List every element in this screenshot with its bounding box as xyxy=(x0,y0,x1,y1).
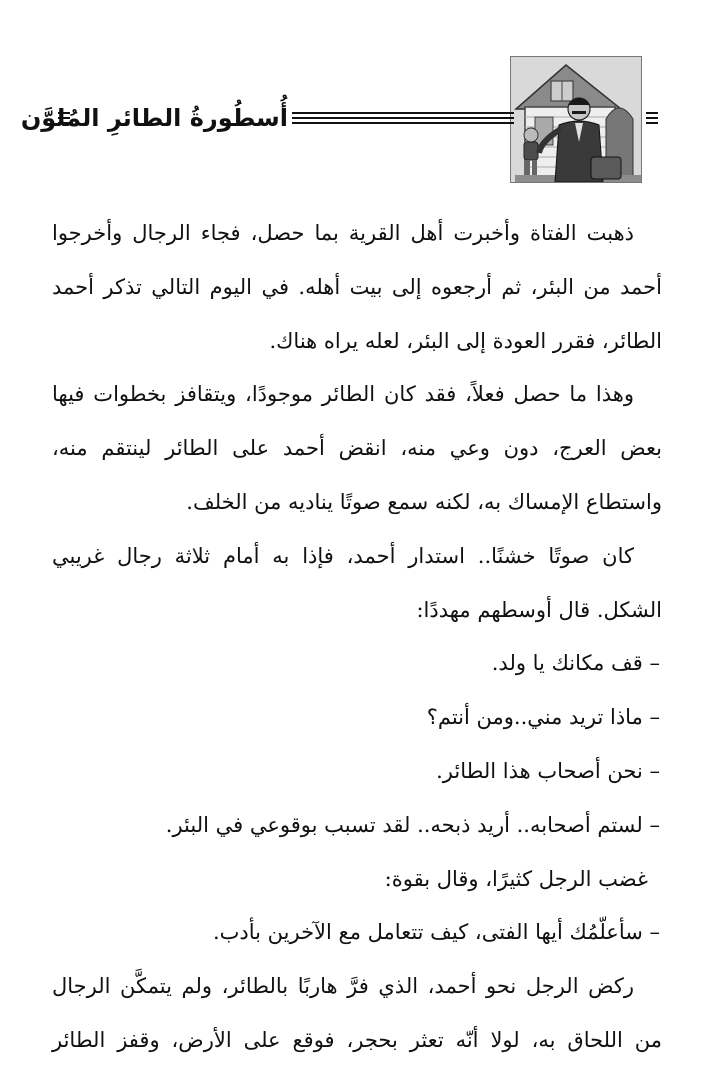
chapter-header xyxy=(0,52,720,187)
illustration-drawing xyxy=(511,57,641,182)
text-line: – لستم أصحابه.. أريد ذبحه.. لقد تسبب بوقوعي في البئر. xyxy=(165,812,660,837)
text-line: أحمد من البئر، ثم أرجعوه إلى بيت أهله. في اليوم التالي تذكر أحمد xyxy=(52,274,662,299)
text-line: غضب الرجل كثيرًا، وقال بقوة: xyxy=(384,866,648,891)
decorative-rule-middle xyxy=(292,112,514,126)
text-line: من اللحاق به، لولا أنّه تعثر بحجر، فوقع على الأرض، وقفز الطائر xyxy=(52,1027,662,1052)
text-line: ذهبت الفتاة وأخبرت أهل القرية بما حصل، فجاء الرجال وأخرجوا xyxy=(52,221,634,245)
text-line: – نحن أصحاب هذا الطائر. xyxy=(436,758,660,783)
text-line: بعض العرج، دون وعي منه، انقض أحمد على الطائر لينتقم منه، xyxy=(52,436,662,461)
text-line: الشكل. قال أوسطهم مهددًا: xyxy=(416,597,662,622)
text-line: كان صوتًا خشنًا.. استدار أحمد، فإذا به أمام ثلاثة رجال غريبي xyxy=(52,543,634,568)
text-line: واستطاع الإمساك به، لكنه سمع صوتًا يناديه من الخلف. xyxy=(186,489,662,514)
man-boy-house-illustration xyxy=(510,56,642,183)
text-line: ركض الرجل نحو أحمد، الذي فرَّ هاربًا بالطائر، ولم يتمكَّن الرجال xyxy=(52,974,634,999)
text-line: – قف مكانك يا ولد. xyxy=(491,651,660,676)
text-line: وهذا ما حصل فعلاً، فقد كان الطائر موجودًا، ويتقافز بخطوات فيها xyxy=(52,382,634,407)
chapter-title: أُسطُورةُ الطائرِ المُلوَّن xyxy=(20,104,288,132)
story-text xyxy=(52,207,662,1068)
text-line: الطائر، فقرر العودة إلى البئر، لعله يراه هناك. xyxy=(269,328,662,353)
text-line: – سأعلّمُك أيها الفتى، كيف تتعامل مع الآخرين بأدب. xyxy=(212,920,660,945)
text-line: – ماذا تريد مني..ومن أنتم؟ xyxy=(426,705,660,730)
decorative-rule-right xyxy=(646,112,658,126)
